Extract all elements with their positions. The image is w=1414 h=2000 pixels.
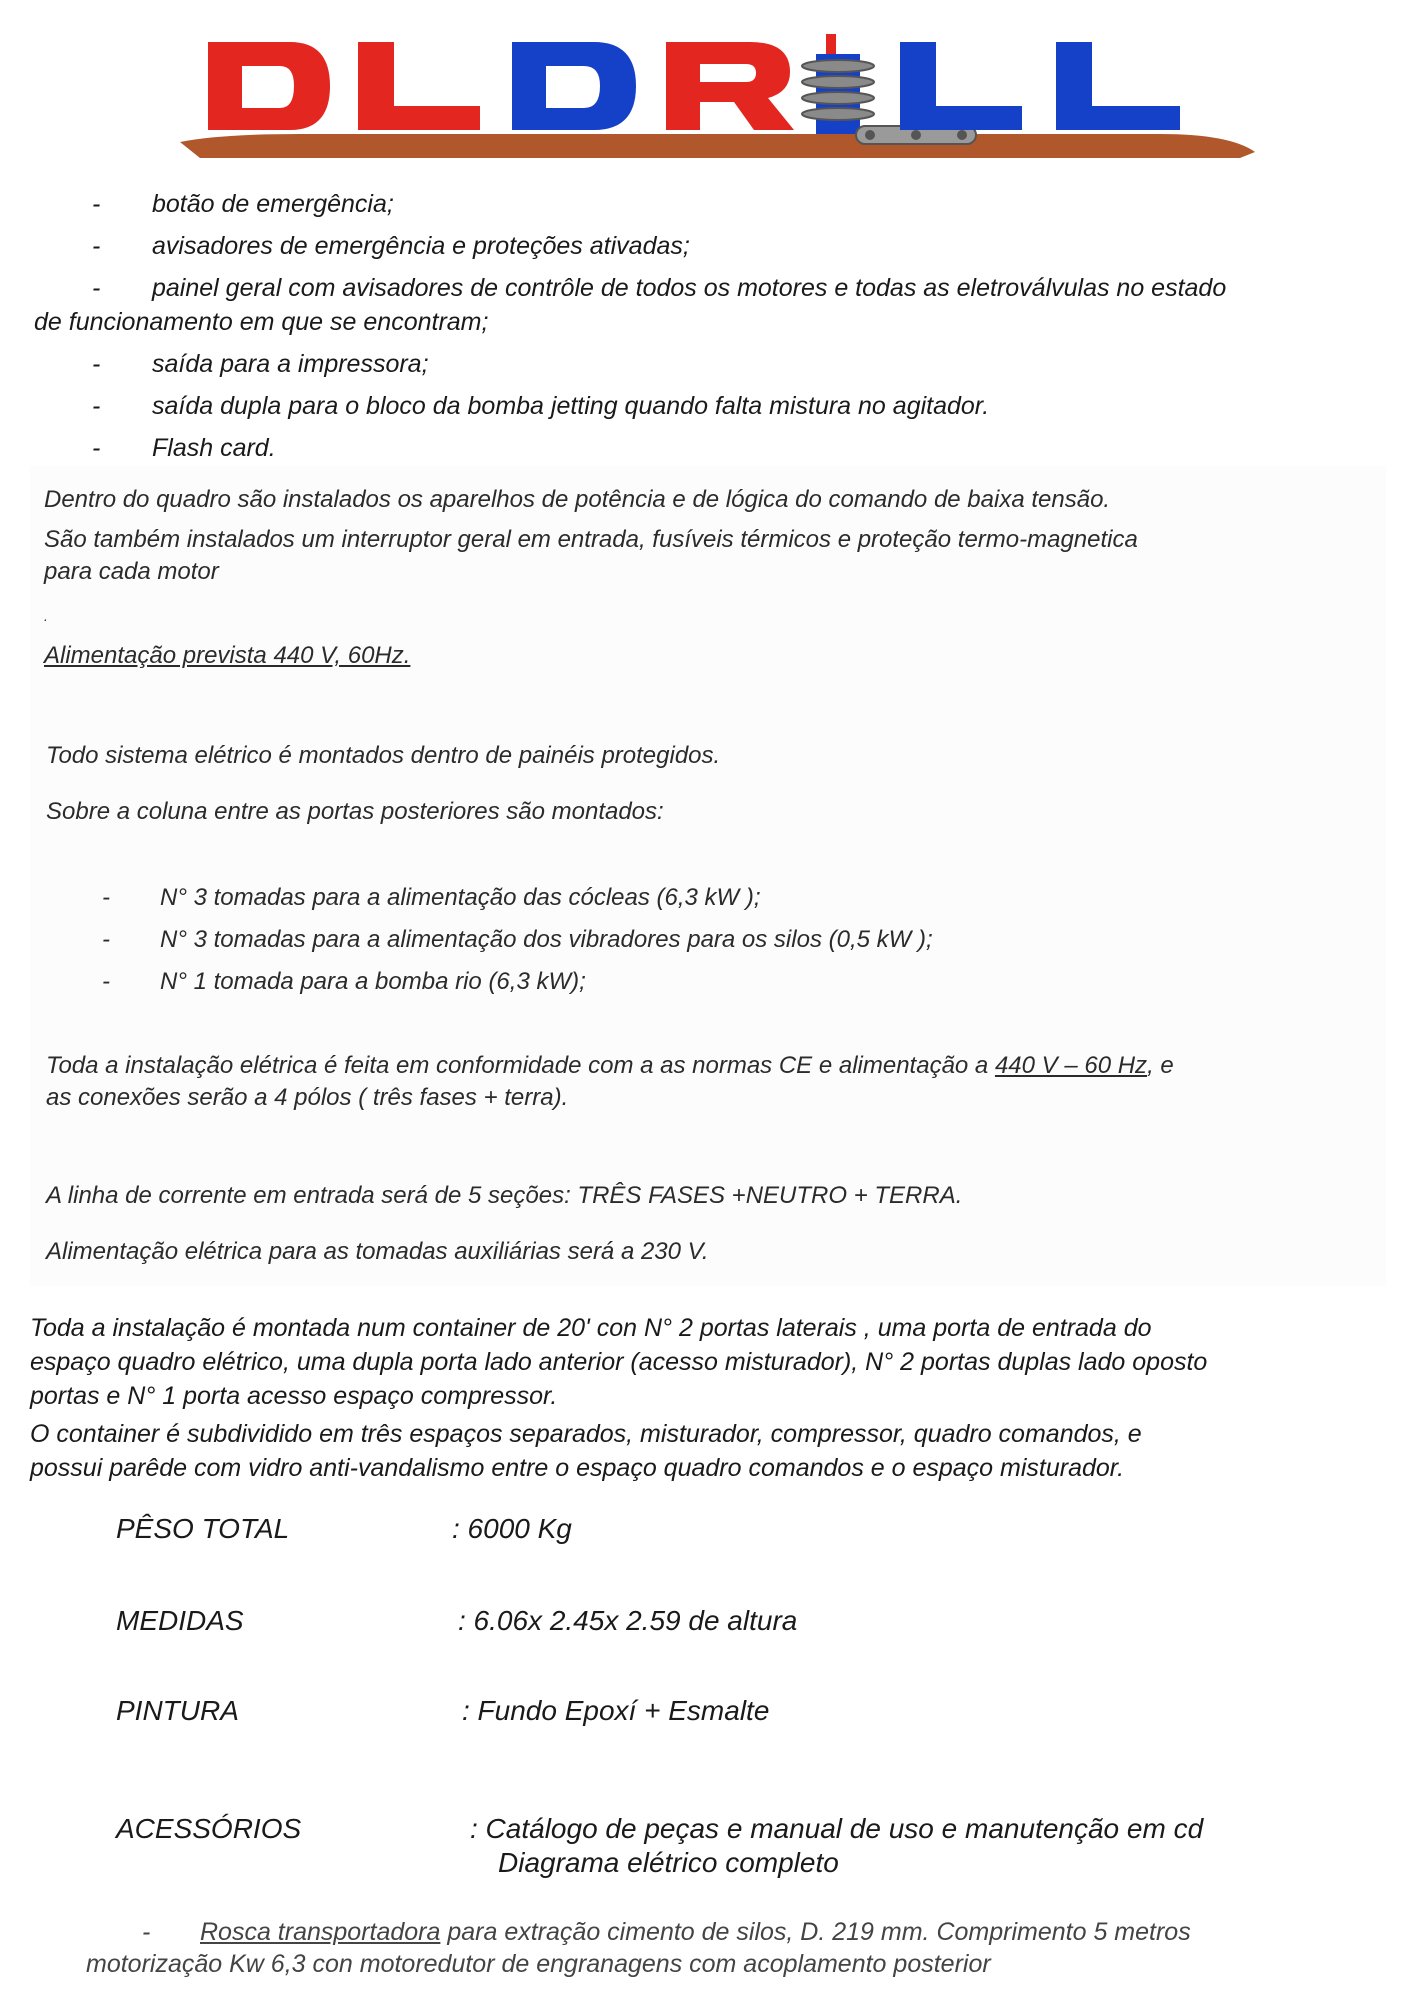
socket-item: N° 3 tomadas para a alimentação das cócleas (6,3 kW ); [160,884,761,911]
container-paragraph: portas e N° 1 porta acesso espaço compressor. [30,1382,558,1410]
current-line-paragraph: A linha de corrente em entrada será de 5 seções: TRÊS FASES +NEUTRO + TERRA. [46,1182,963,1209]
spec-label-dimensions: MEDIDAS [116,1605,244,1636]
installation-text: Toda a instalação elétrica é feita em conformidade com a as normas CE e alimentação a [46,1052,995,1079]
bullet-item: botão de emergência; [152,190,394,218]
installation-text: , e [1147,1052,1174,1079]
power-paragraph: Dentro do quadro são instalados os aparelhos de potência e de lógica do comando de baixa tensão. [44,486,1111,513]
panels-paragraph: Todo sistema elétrico é montados dentro de painéis protegidos. [46,742,721,769]
stray-dot: . [44,608,48,624]
scanned-block [30,466,1386,1286]
installation-voltage: 440 V – 60 Hz [994,1052,1148,1079]
bullet-item: avisadores de emergência e proteções ativadas; [152,232,690,260]
bullet-item: Flash card. [152,434,276,462]
socket-item: N° 3 tomadas para a alimentação dos vibradores para os silos (0,5 kW ); [160,926,933,953]
spec-label-weight: PÊSO TOTAL [116,1513,290,1544]
installation-paragraph: as conexões serão a 4 pólos ( três fases + terra). [46,1084,569,1111]
container-paragraph: espaço quadro elétrico, uma dupla porta lado anterior (acesso misturador), N° 2 portas duplas lado oposto [30,1348,1208,1376]
spec-value-weight: : 6000 Kg [452,1513,572,1544]
screw-conveyor-line: motorização Kw 6,3 con motoredutor de engranagens com acoplamento posterior [86,1950,991,1978]
spec-value-accessories: : Catálogo de peças e manual de uso e manutenção em cd [470,1813,1204,1844]
bullet-item: saída para a impressora; [152,350,429,378]
screw-conveyor-title: Rosca transportadora [200,1918,441,1946]
spec-label-paint: PINTURA [116,1695,239,1726]
bullet-item: painel geral com avisadores de contrôle de todos os motores e todas as eletroválvulas no estado [152,274,1227,302]
bullet-item-continuation: de funcionamento em que se encontram; [34,308,489,336]
bullet-dash: - [142,1918,151,1946]
bullet-dash: - [102,926,110,953]
spec-value-accessories-line2: Diagrama elétrico completo [498,1847,839,1878]
bullet-dash: - [102,968,110,995]
spec-label-accessories: ACESSÓRIOS [116,1813,302,1844]
screw-conveyor-text: para extração cimento de silos, D. 219 mm. Comprimento 5 metros [440,1918,1191,1946]
bullet-dash: - [92,350,101,378]
installation-paragraph [46,1050,1174,1082]
spec-value-dimensions: : 6.06x 2.45x 2.59 de altura [458,1605,798,1636]
bullet-dash: - [92,190,101,218]
supply-voltage: Alimentação prevista 440 V, 60Hz. [44,642,411,669]
container-paragraph: possui parêde com vidro anti-vandalismo entre o espaço quadro comandos e o espaço misturador. [30,1454,1125,1482]
bullet-item: saída dupla para o bloco da bomba jetting quando falta mistura no agitador. [152,392,990,420]
bullet-dash: - [92,274,101,302]
bullet-dash: - [102,884,110,911]
spec-value-paint: : Fundo Epoxí + Esmalte [462,1695,770,1726]
power-paragraph: para cada motor [44,558,219,585]
panels-paragraph: Sobre a coluna entre as portas posteriores são montados: [46,798,664,825]
aux-supply-paragraph: Alimentação elétrica para as tomadas auxiliárias será a 230 V. [46,1238,709,1265]
container-paragraph: Toda a instalação é montada num container de 20' con N° 2 portas laterais , uma porta de entrada do [30,1314,1152,1342]
container-paragraph: O container é subdividido em três espaços separados, misturador, compressor, quadro comandos, e [30,1420,1142,1448]
bullet-dash: - [92,392,101,420]
bullet-dash: - [92,434,101,462]
screw-conveyor-line [200,1916,1191,1948]
power-paragraph: São também instalados um interruptor geral em entrada, fusíveis térmicos e proteção termo-magnetica [44,526,1138,553]
dldrill-logo [180,30,1260,160]
bullet-dash: - [92,232,101,260]
socket-item: N° 1 tomada para a bomba rio (6,3 kW); [160,968,586,995]
